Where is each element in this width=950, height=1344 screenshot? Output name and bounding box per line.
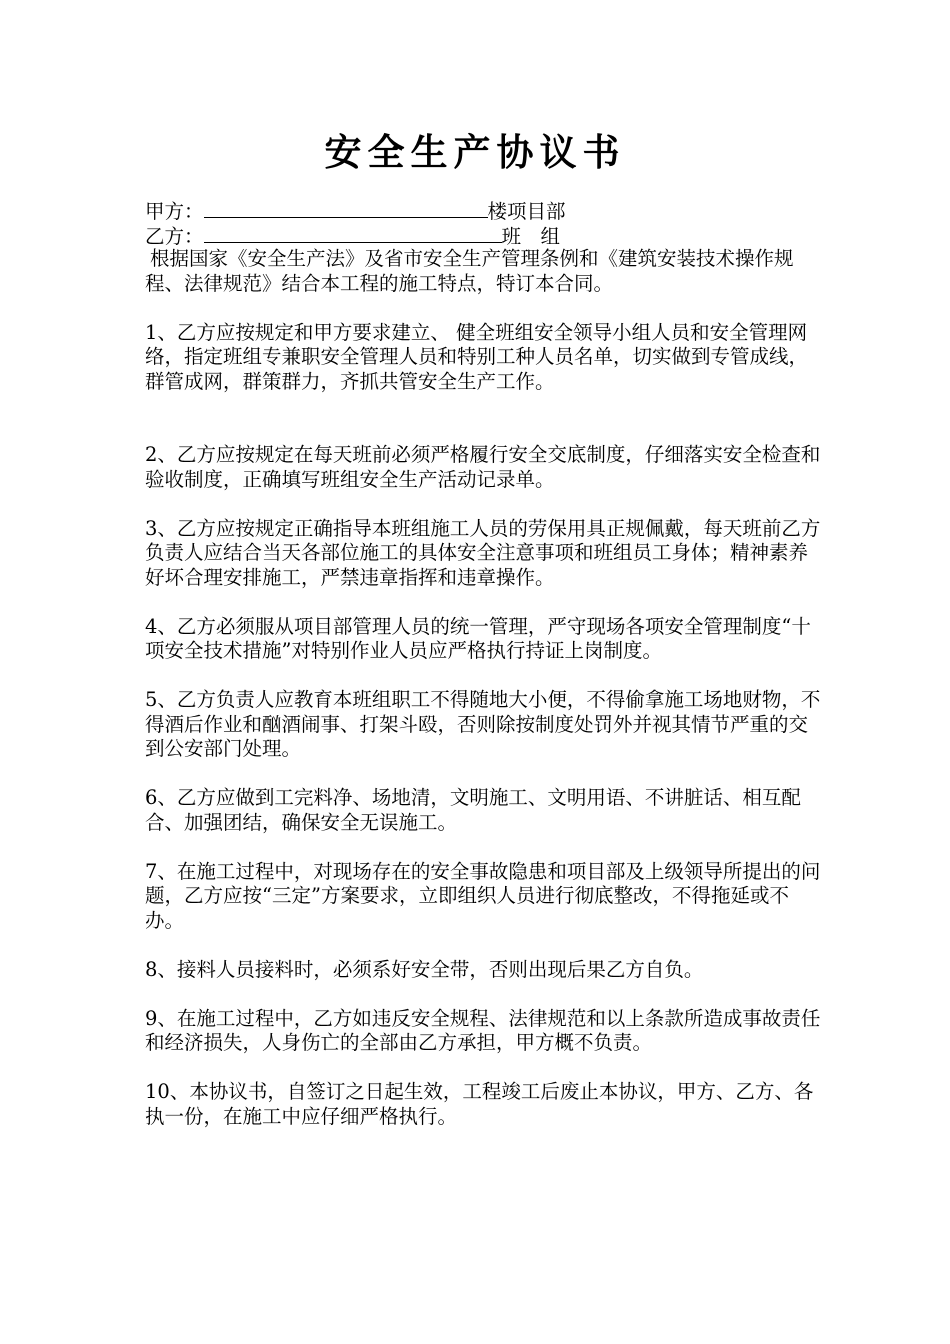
party-b-suffix: 班 组 (501, 224, 561, 248)
party-a-label: 甲方： (145, 200, 204, 223)
clause-7: 7、在施工过程中，对现场存在的安全事故隐患和项目部及上级领导所提出的问题，乙方应按“三定”方案要求，立即组织人员进行彻底整改，不得拖延或不办。 (145, 859, 821, 932)
clause-10: 10、本协议书，自签订之日起生效，工程竣工后废止本协议，甲方、乙方、各执一份，在施工中应仔细严格执行。 (145, 1080, 814, 1128)
clause-3: 3、乙方应按规定正确指导本班组施工人员的劳保用具正规佩戴，每天班前乙方负责人应结合当天各部位施工的具体安全注意事项和班组员工身体；精神素养好坏合理安排施工，严禁违章指挥和违章操作。 (145, 516, 821, 589)
clause-8: 8、接料人员接料时，必须系好安全带，否则出现后果乙方自负。 (145, 957, 704, 981)
party-a-suffix: 楼项目部 (487, 200, 566, 223)
party-b-line (145, 223, 825, 248)
party-b-blank (204, 223, 502, 243)
intro-paragraph: 根据国家《安全生产法》及省市安全生产管理条例和《建筑安装技术操作规程、法律规范》结合本工程的施工特点，特订本合同。 (145, 247, 794, 295)
clause-9: 9、在施工过程中，乙方如违反安全规程、法律规范和以上条款所造成事故责任和经济损失，人身伤亡的全部由乙方承担，甲方概不负责。 (145, 1006, 821, 1054)
clause-2: 2、乙方应按规定在每天班前必须严格履行安全交底制度，仔细落实安全检查和验收制度，正确填写班组安全生产活动记录单。 (145, 443, 821, 491)
document-body (145, 198, 825, 1129)
document-title: 安全生产协议书 (324, 130, 626, 174)
party-a-blank (204, 198, 488, 218)
clause-4: 4、乙方必须服从项目部管理人员的统一管理，严守现场各项安全管理制度“十项安全技术措施”对特别作业人员应严格执行持证上岗制度。 (145, 614, 811, 662)
clause-5: 5、乙方负责人应教育本班组职工不得随地大小便，不得偷拿施工场地财物，不得酒后作业和酗酒闹事、打架斗殴，否则除按制度处罚外并视其情节严重的交到公安部门处理。 (145, 688, 821, 760)
party-a-line (145, 198, 825, 223)
party-b-label: 乙方： (145, 224, 204, 248)
clause-6: 6、乙方应做到工完料净、场地清，文明施工、文明用语、不讲脏话、相互配合、加强团结，确保安全无误施工。 (145, 786, 801, 834)
clause-1: 1、乙方应按规定和甲方要求建立、 健全班组安全领导小组人员和安全管理网络，指定班组专兼职安全管理人员和特别工种人员名单，切实做到专管成线，群管成网，群策群力，齐抓共管安全生产工作。 (145, 320, 809, 393)
